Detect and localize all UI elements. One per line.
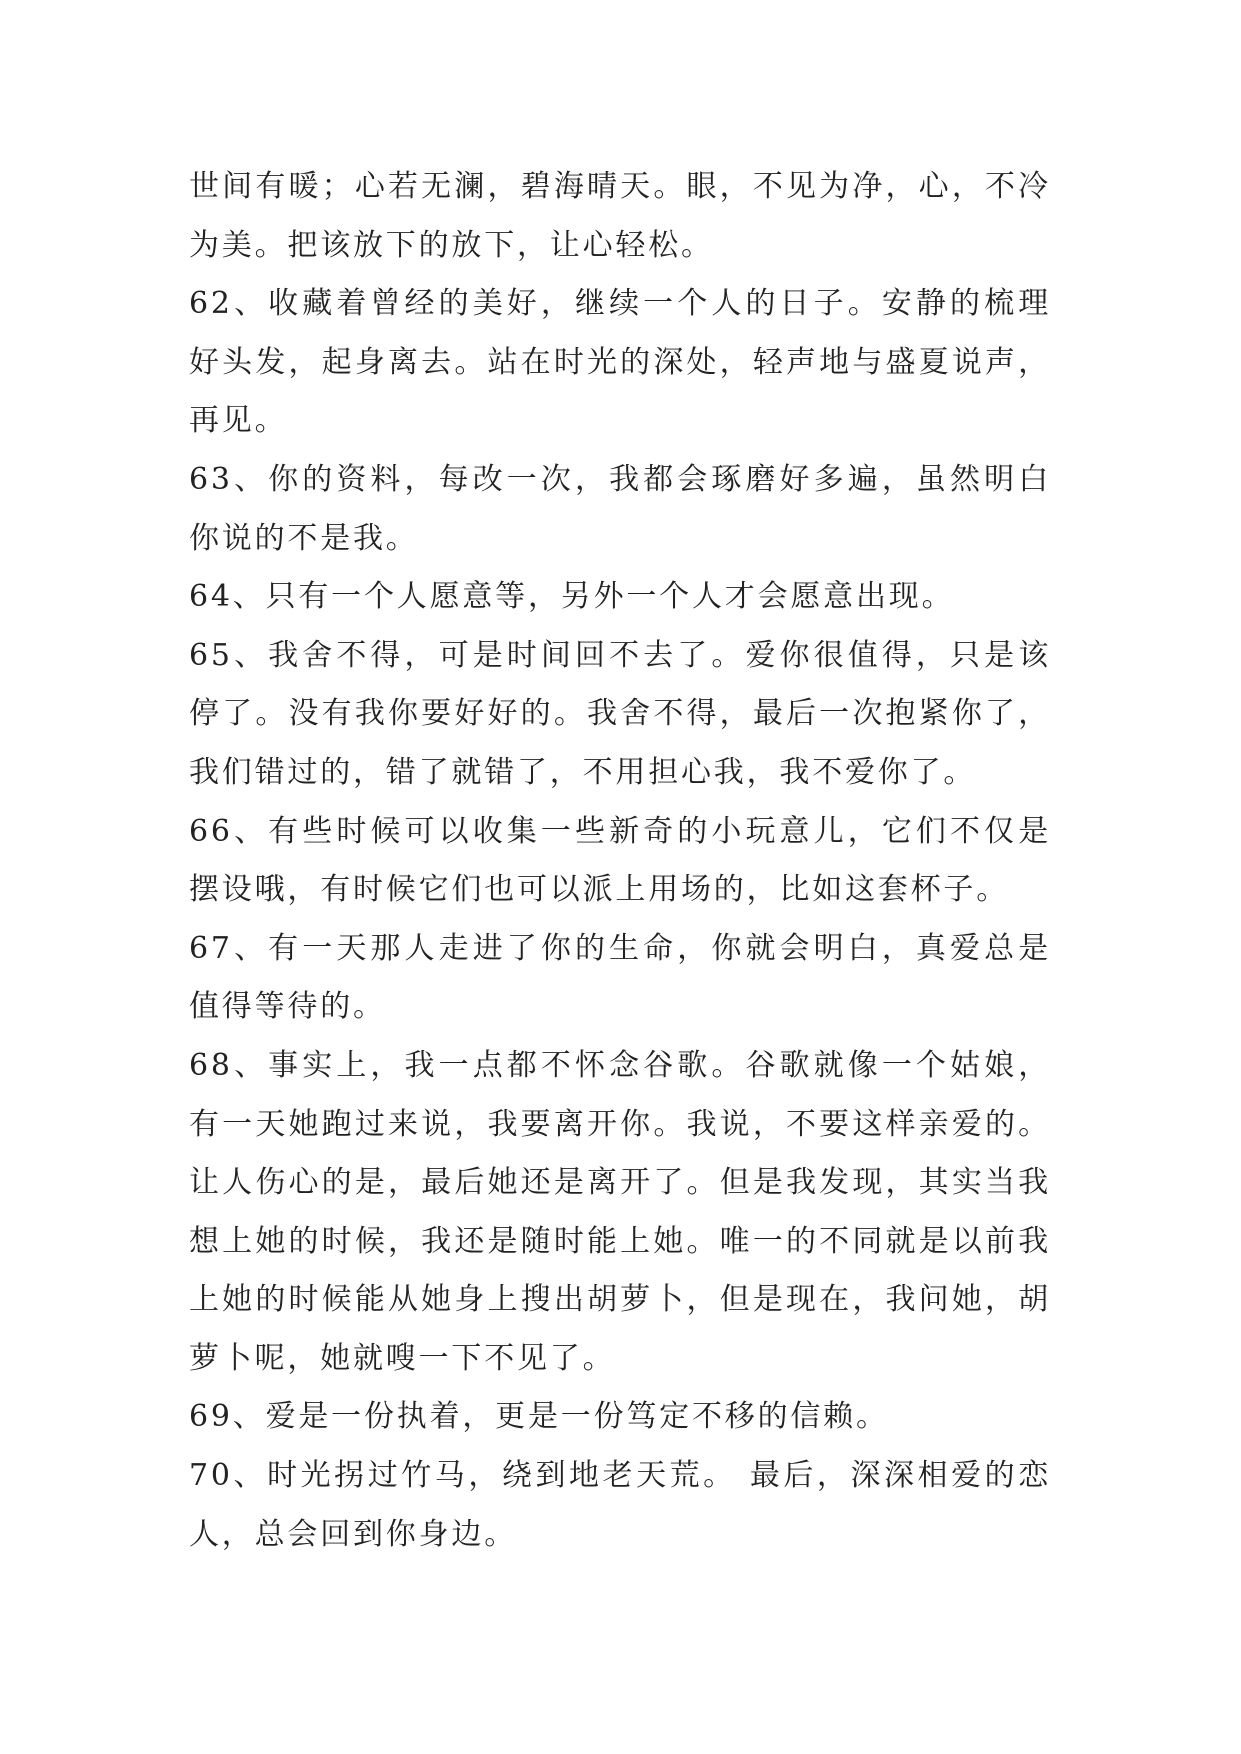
- paragraph-65: 65、我舍不得，可是时间回不去了。爱你很值得，只是该停了。没有我你要好好的。我舍不得，最后一次抱紧你了，我们错过的，错了就错了，不用担心我，我不爱你了。: [189, 637, 1051, 790]
- paragraph-70: 70、时光拐过竹马，绕到地老天荒。 最后，深深相爱的恋人，总会回到你身边。: [189, 1458, 1051, 1552]
- paragraph-67: 67、有一天那人走进了你的生命，你就会明白，真爱总是值得等待的。: [189, 930, 1051, 1025]
- paragraph-66: 66、有些时候可以收集一些新奇的小玩意儿，它们不仅是摆设哦，有时候它们也可以派上用场的，比如这套杯子。: [189, 813, 1051, 908]
- paragraph-63: 63、你的资料，每改一次，我都会琢磨好多遍，虽然明白你说的不是我。: [189, 461, 1051, 556]
- paragraph-68: 68、事实上，我一点都不怀念谷歌。谷歌就像一个姑娘，有一天她跑过来说，我要离开你。我说，不要这样亲爱的。让人伤心的是，最后她还是离开了。但是我发现，其实当我想上她的时候，我还是随时能上她。唯一的不同就是以前我上她的时候能从她身上搜出胡萝卜，但是现在，我问她，胡萝卜呢，她就嗖一下不见了。: [189, 1047, 1051, 1376]
- document-body: [189, 158, 1051, 1564]
- paragraph-69: 69、爱是一份执着，更是一份笃定不移的信赖。: [189, 1399, 889, 1435]
- paragraph-continued: 世间有暖；心若无澜，碧海晴天。眼，不见为净，心，不冷为美。把该放下的放下，让心轻松。: [189, 169, 1051, 263]
- paragraph-62: 62、收藏着曾经的美好，继续一个人的日子。安静的梳理好头发，起身离去。站在时光的深处，轻声地与盛夏说声，再见。: [189, 286, 1051, 439]
- paragraph-64: 64、只有一个人愿意等，另外一个人才会愿意出现。: [189, 579, 955, 615]
